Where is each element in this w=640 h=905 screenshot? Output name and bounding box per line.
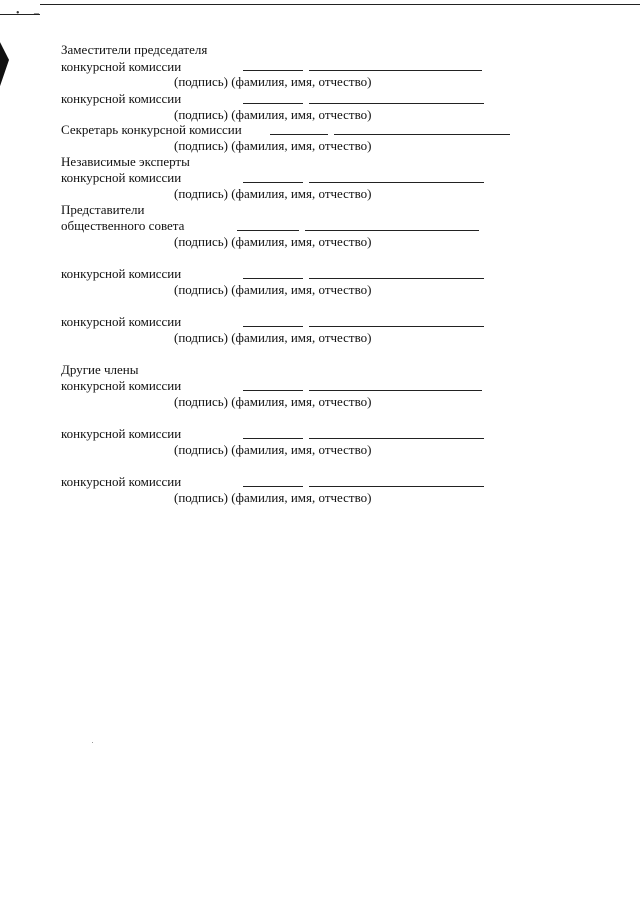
signature-line: [243, 182, 303, 183]
name-line: [334, 134, 510, 135]
signature-caption: (подпись) (фамилия, имя, отчество): [174, 490, 372, 505]
signature-line: [243, 326, 303, 327]
signature-line: [243, 438, 303, 439]
signature-line: [243, 70, 303, 71]
name-line: [309, 326, 484, 327]
role-label: конкурсной комиссии: [61, 314, 182, 329]
scan-border-line: [40, 4, 640, 5]
role-label: конкурсной комиссии: [61, 474, 182, 489]
group-heading-other-members: Другие члены: [61, 362, 139, 377]
signature-line: [243, 486, 303, 487]
group-heading-deputy-chairs: Заместители председателя: [61, 42, 208, 57]
role-label: конкурсной комиссии: [61, 91, 182, 106]
role-label: конкурсной комиссии: [61, 59, 182, 74]
name-line: [309, 438, 484, 439]
signature-caption: (подпись) (фамилия, имя, отчество): [174, 394, 372, 409]
name-line: [309, 486, 484, 487]
signature-line: [243, 278, 303, 279]
name-line: [309, 70, 482, 71]
signature-caption: (подпись) (фамилия, имя, отчество): [174, 442, 372, 457]
signature-line: [270, 134, 328, 135]
name-line: [309, 278, 484, 279]
signature-caption: (подпись) (фамилия, имя, отчество): [174, 186, 372, 201]
secretary-label: Секретарь конкурсной комиссии: [61, 122, 242, 137]
role-label: общественного совета: [61, 218, 185, 233]
signature-caption: (подпись) (фамилия, имя, отчество): [174, 282, 372, 297]
name-line: [309, 103, 484, 104]
role-label: конкурсной комиссии: [61, 426, 182, 441]
signature-line: [243, 103, 303, 104]
signature-line: [243, 390, 303, 391]
group-heading-public-council: Представители: [61, 202, 145, 217]
signature-caption: (подпись) (фамилия, имя, отчество): [174, 234, 372, 249]
scan-artifact-mark: [0, 38, 9, 86]
role-label: конкурсной комиссии: [61, 170, 182, 185]
name-line: [305, 230, 479, 231]
name-line: [309, 390, 482, 391]
signature-caption: (подпись) (фамилия, имя, отчество): [174, 330, 372, 345]
signature-caption: (подпись) (фамилия, имя, отчество): [174, 74, 372, 89]
signature-line: [237, 230, 299, 231]
signature-caption: (подпись) (фамилия, имя, отчество): [174, 107, 372, 122]
scan-artifact-dots: • –: [16, 8, 46, 19]
group-heading-experts: Независимые эксперты: [61, 154, 190, 169]
role-label: конкурсной комиссии: [61, 378, 182, 393]
signature-caption: (подпись) (фамилия, имя, отчество): [174, 138, 372, 153]
role-label: конкурсной комиссии: [61, 266, 182, 281]
name-line: [309, 182, 484, 183]
scan-speck: [92, 742, 93, 743]
